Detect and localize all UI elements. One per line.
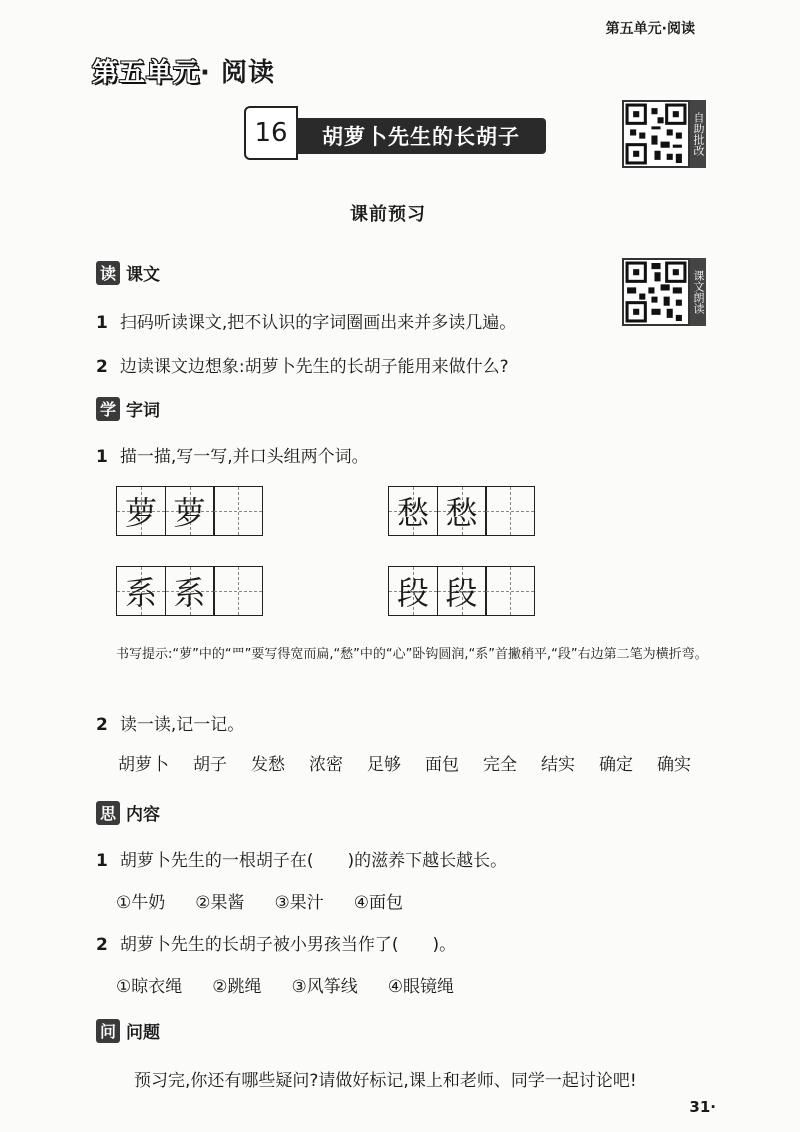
grid-char: 萝: [173, 494, 206, 532]
question-number: 2: [96, 357, 108, 377]
vocab-word: 结实: [541, 755, 575, 775]
lesson-title: 胡萝卜先生的长胡子: [296, 118, 546, 154]
option[interactable]: ④眼镜绳: [387, 977, 454, 997]
vocab-word: 面包: [425, 755, 459, 775]
option[interactable]: ①晾衣绳: [116, 977, 183, 997]
option[interactable]: ④面包: [353, 893, 403, 913]
writing-grid-luo: [116, 486, 263, 536]
ask-prompt: 预习完,你还有哪些疑问?请做好标记,课上和老师、同学一起讨论吧!: [134, 1071, 637, 1091]
unit-title-subject: · 阅读: [200, 58, 275, 88]
writing-grid-duan: [388, 566, 535, 616]
qr-code-icon: [622, 100, 690, 168]
question-number: 1: [96, 313, 108, 333]
think-badge: 思: [96, 801, 120, 825]
option[interactable]: ②跳绳: [212, 977, 262, 997]
question-number: 1: [96, 447, 108, 467]
qr-code-self-grading[interactable]: [622, 100, 706, 168]
grid-cell-empty[interactable]: [485, 566, 535, 616]
learn-section-header: [96, 396, 160, 421]
ask-heading: 问题: [126, 1023, 160, 1043]
read-section-header: [96, 260, 160, 285]
ask-section-header: [96, 1018, 160, 1043]
question-text: 胡萝卜先生的长胡子被小男孩当作了( )。: [119, 935, 457, 955]
grid-cell-traced: [437, 566, 487, 616]
qr-code-icon: [622, 258, 690, 326]
grid-char: 段: [396, 574, 429, 612]
grid-char: 愁: [445, 494, 478, 532]
grid-char: 段: [445, 574, 478, 612]
grid-cell-traced: [437, 486, 487, 536]
unit-title-number: 第五单元: [92, 58, 201, 88]
ask-badge: 问: [96, 1019, 120, 1043]
grid-cell-traced: [388, 486, 438, 536]
vocabulary-list: [118, 750, 691, 775]
read-question-2: [96, 352, 509, 377]
grid-char: 愁: [396, 494, 429, 532]
vocab-word: 浓密: [309, 755, 343, 775]
think-question-1: [96, 846, 507, 871]
think-heading: 内容: [126, 805, 160, 825]
think-section-header: [96, 800, 160, 825]
read-badge: 读: [96, 261, 120, 285]
writing-hint: 书写提示:“萝”中的“罒”要写得宽而扁,“愁”中的“心”卧钩圆润,“系”首撇稍平,“段”右边第二笔为横折弯。: [116, 647, 708, 662]
question-text: 边读课文边想象:胡萝卜先生的长胡子能用来做什么?: [119, 357, 509, 377]
qr-code-text-reading[interactable]: [622, 258, 706, 326]
vocab-word: 胡子: [193, 755, 227, 775]
think-question-2: [96, 930, 456, 955]
qr-label-self-grading: 自助批改: [690, 100, 706, 168]
unit-title: [92, 52, 275, 89]
grid-char: 系: [124, 574, 157, 612]
think-question-2-options: [116, 972, 454, 997]
section-title: 课前预习: [350, 204, 426, 225]
learn-question-2: [96, 710, 244, 735]
option[interactable]: ③果汁: [274, 893, 324, 913]
grid-cell-traced: [388, 566, 438, 616]
running-header: 第五单元·阅读: [605, 21, 695, 37]
option[interactable]: ②果酱: [195, 893, 245, 913]
vocab-word: 足够: [367, 755, 401, 775]
grid-cell-empty[interactable]: [213, 566, 263, 616]
learn-question-1: [96, 442, 369, 467]
vocab-word: 发愁: [251, 755, 285, 775]
question-text: 胡萝卜先生的一根胡子在( )的滋养下越长越长。: [119, 851, 508, 871]
think-question-1-options: [116, 888, 403, 913]
grid-cell-traced: [116, 486, 166, 536]
writing-grid-chou: [388, 486, 535, 536]
grid-cell-traced: [165, 566, 215, 616]
option[interactable]: ①牛奶: [116, 893, 166, 913]
read-question-1: [96, 308, 516, 333]
vocab-word: 确定: [599, 755, 633, 775]
grid-cell-traced: [116, 566, 166, 616]
question-text: 读一读,记一记。: [119, 715, 245, 735]
grid-char: 萝: [124, 494, 157, 532]
option[interactable]: ③风筝线: [291, 977, 358, 997]
writing-grid-xi: [116, 566, 263, 616]
vocab-word: 完全: [483, 755, 517, 775]
vocab-word: 胡萝卜: [118, 755, 169, 775]
question-number: 2: [96, 715, 108, 735]
grid-cell-traced: [165, 486, 215, 536]
learn-heading: 字词: [126, 401, 160, 421]
question-text: 扫码听读课文,把不认识的字词圈画出来并多读几遍。: [119, 313, 517, 333]
question-number: 2: [96, 935, 108, 955]
question-text: 描一描,写一写,并口头组两个词。: [119, 447, 369, 467]
question-number: 1: [96, 851, 108, 871]
vocab-word: 确实: [657, 755, 691, 775]
lesson-number: 16: [244, 106, 298, 160]
read-heading: 课文: [126, 265, 160, 285]
page-number: 31·: [689, 1098, 716, 1116]
qr-label-text-reading: 课文朗读: [690, 258, 706, 326]
grid-cell-empty[interactable]: [213, 486, 263, 536]
grid-cell-empty[interactable]: [485, 486, 535, 536]
grid-char: 系: [173, 574, 206, 612]
learn-badge: 学: [96, 397, 120, 421]
